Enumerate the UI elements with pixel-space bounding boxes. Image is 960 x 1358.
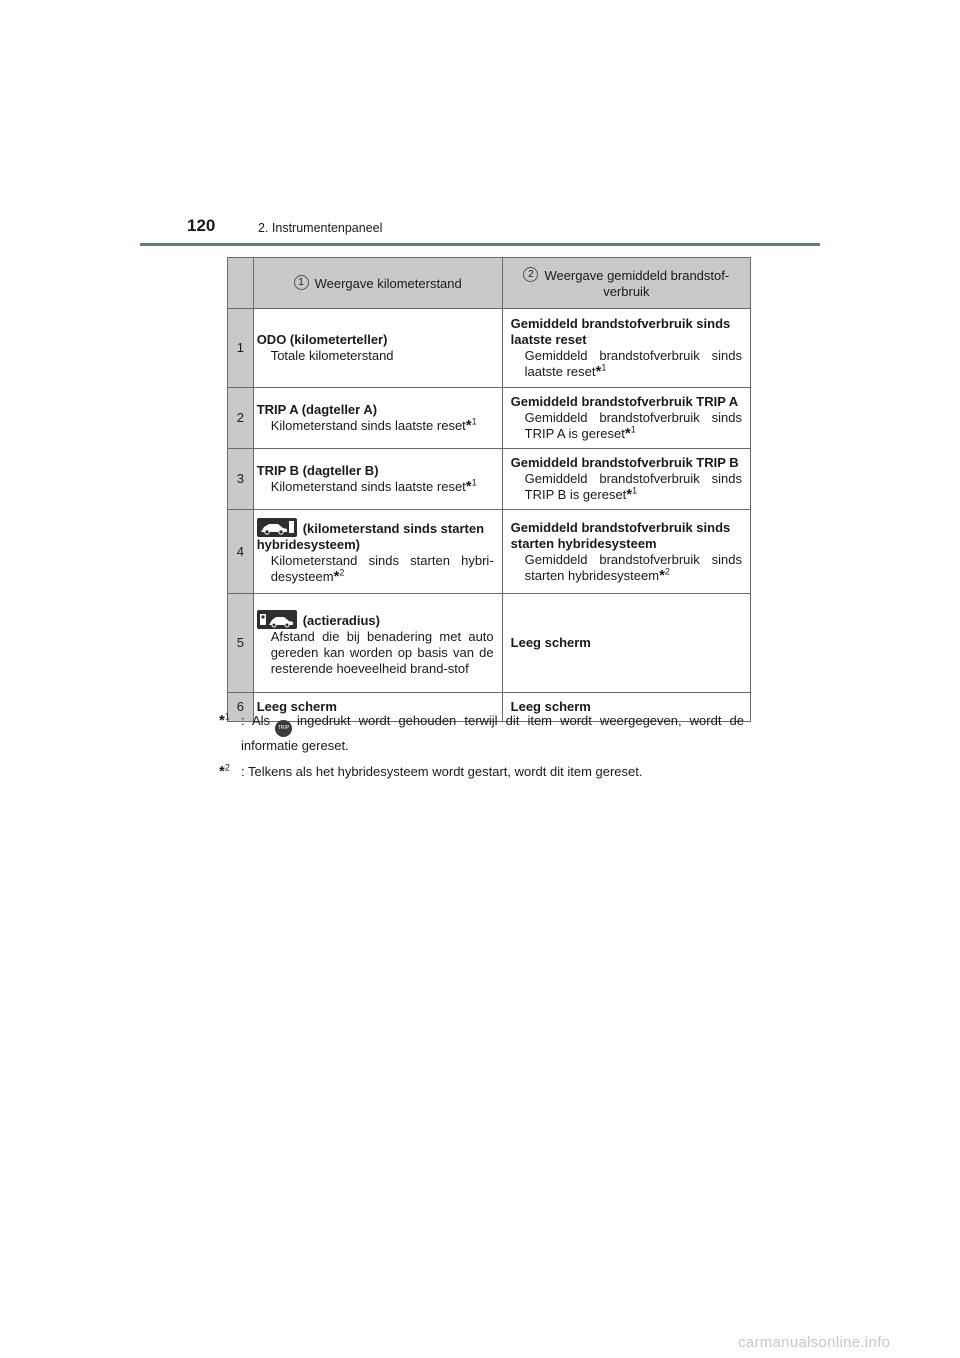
row-number: 4 [228, 510, 254, 594]
fuel-text: Gemiddeld brandstofverbruik sinds TRIP A is gereset [524, 410, 742, 441]
table-row [228, 449, 751, 510]
footnote-ref: 2 [339, 567, 345, 578]
row-number: 2 [228, 388, 254, 449]
odometer-description [257, 418, 494, 434]
odometer-text: Kilometerstand sinds laatste reset [270, 418, 466, 433]
footnote-2 [219, 763, 744, 781]
header-rule [140, 243, 820, 246]
odometer-title: (actieradius) [302, 612, 380, 628]
footnote-marker [219, 763, 230, 781]
footnote-star: * [465, 417, 472, 434]
footnote-ref: 1 [632, 485, 638, 496]
header-fuel-consumption-display [502, 258, 750, 309]
header-fuel-label: Weergave gemiddeld brandstof-verbruik [544, 267, 730, 299]
odometer-title-line [257, 610, 494, 629]
odometer-title: TRIP A (dagteller A) [256, 402, 378, 417]
fuel-title: Gemiddeld brandstofverbruik TRIP A [510, 394, 739, 409]
footnote-ref: 2 [224, 762, 230, 773]
odometer-text: Kilometerstand sinds starten hybri-desysteem [270, 553, 494, 584]
footnote-star: * [626, 486, 633, 503]
page-header [140, 216, 820, 246]
table-row [228, 309, 751, 388]
odometer-title: TRIP B (dagteller B) [256, 463, 379, 478]
footnote-star: * [219, 712, 225, 729]
odometer-cell [253, 449, 502, 510]
footnote-ref: 2 [664, 566, 670, 577]
odometer-text: Kilometerstand sinds laatste reset [270, 479, 466, 494]
fuel-cell [502, 594, 750, 693]
display-items-table [224, 257, 751, 722]
table-header-row [228, 258, 751, 309]
header-num-cell [228, 258, 254, 309]
trip-button-icon: TRIP [275, 720, 292, 737]
footnote-star: * [659, 566, 665, 584]
footnote-ref: 1 [471, 416, 477, 427]
odometer-title-line [257, 518, 494, 553]
fuel-description [511, 348, 742, 380]
fuel-description [511, 410, 742, 442]
row-number: 5 [228, 594, 254, 693]
footnote-star: * [624, 425, 631, 442]
fuel-cell [502, 309, 750, 388]
odometer-description [257, 479, 494, 495]
odometer-title: ODO (kilometerteller) [256, 332, 388, 347]
odometer-cell [253, 388, 502, 449]
fuel-title: Leeg scherm [510, 635, 591, 650]
odometer-cell [253, 309, 502, 388]
header-odometer-label: Weergave kilometerstand [314, 275, 462, 291]
fuel-cell [502, 388, 750, 449]
row-number: 3 [228, 449, 254, 510]
footnote-ref: 1 [224, 711, 230, 722]
circled-number-2: 2 [523, 267, 538, 282]
odometer-description [257, 553, 494, 585]
footnote-star: * [219, 763, 225, 780]
section-title: 2. Instrumentenpaneel [258, 221, 383, 235]
fuel-cell [502, 510, 750, 594]
header-odometer-display [253, 258, 502, 309]
footnotes [219, 712, 744, 789]
odometer-title: (kilometerstand sinds starten hybridesysteem) [256, 521, 485, 552]
footnote-text-start: : Als [241, 713, 271, 728]
footnote-star: * [595, 363, 602, 380]
fuel-title: Gemiddeld brandstofverbruik TRIP B [510, 455, 739, 470]
table-row [228, 594, 751, 693]
odometer-cell [253, 510, 502, 594]
table-row [228, 388, 751, 449]
footnote-ref: 1 [601, 362, 607, 373]
odometer-cell [253, 594, 502, 693]
footnote-ref: 1 [630, 424, 636, 435]
footnote-star: * [333, 568, 340, 585]
fuel-range-icon [257, 610, 297, 629]
fuel-description [511, 471, 742, 503]
fuel-description [511, 552, 742, 584]
fuel-text: Gemiddeld brandstofverbruik sinds laatste reset [524, 348, 742, 379]
watermark: carmanualsonline.info [738, 1334, 891, 1351]
fuel-title: Leeg scherm [510, 699, 591, 714]
fuel-cell [502, 449, 750, 510]
odometer-title: Leeg scherm [256, 699, 337, 714]
footnote-marker [219, 712, 230, 730]
fuel-title: Gemiddeld brandstofverbruik sinds starten hybridesysteem [510, 519, 731, 551]
row-number: 1 [228, 309, 254, 388]
row-number: 6 [228, 693, 254, 722]
footnote-star: * [465, 478, 472, 495]
odometer-description: Totale kilometerstand [270, 348, 394, 363]
footnote-1 [219, 712, 744, 755]
fuel-text: Gemiddeld brandstofverbruik sinds starten hybridesysteem [524, 551, 742, 583]
circled-number-1: 1 [294, 275, 309, 290]
fuel-text: Gemiddeld brandstofverbruik sinds TRIP B is gereset [524, 471, 742, 502]
odometer-description: Afstand die bij benadering met auto gereden kan worden op basis van de resterende hoeveelheid brand-stof [270, 628, 494, 676]
footnote-text-end: ingedrukt wordt gehouden terwijl dit item wordt weergegeven, wordt de informatie gereset. [241, 713, 744, 753]
footnote-text: : Telkens als het hybridesysteem wordt gestart, wordt dit item gereset. [241, 764, 643, 779]
page-number: 120 [187, 216, 216, 235]
car-drive-icon [257, 518, 297, 537]
fuel-title: Gemiddeld brandstofverbruik sinds laatste reset [510, 316, 731, 347]
footnote-ref: 1 [471, 477, 477, 488]
table-row [228, 510, 751, 594]
